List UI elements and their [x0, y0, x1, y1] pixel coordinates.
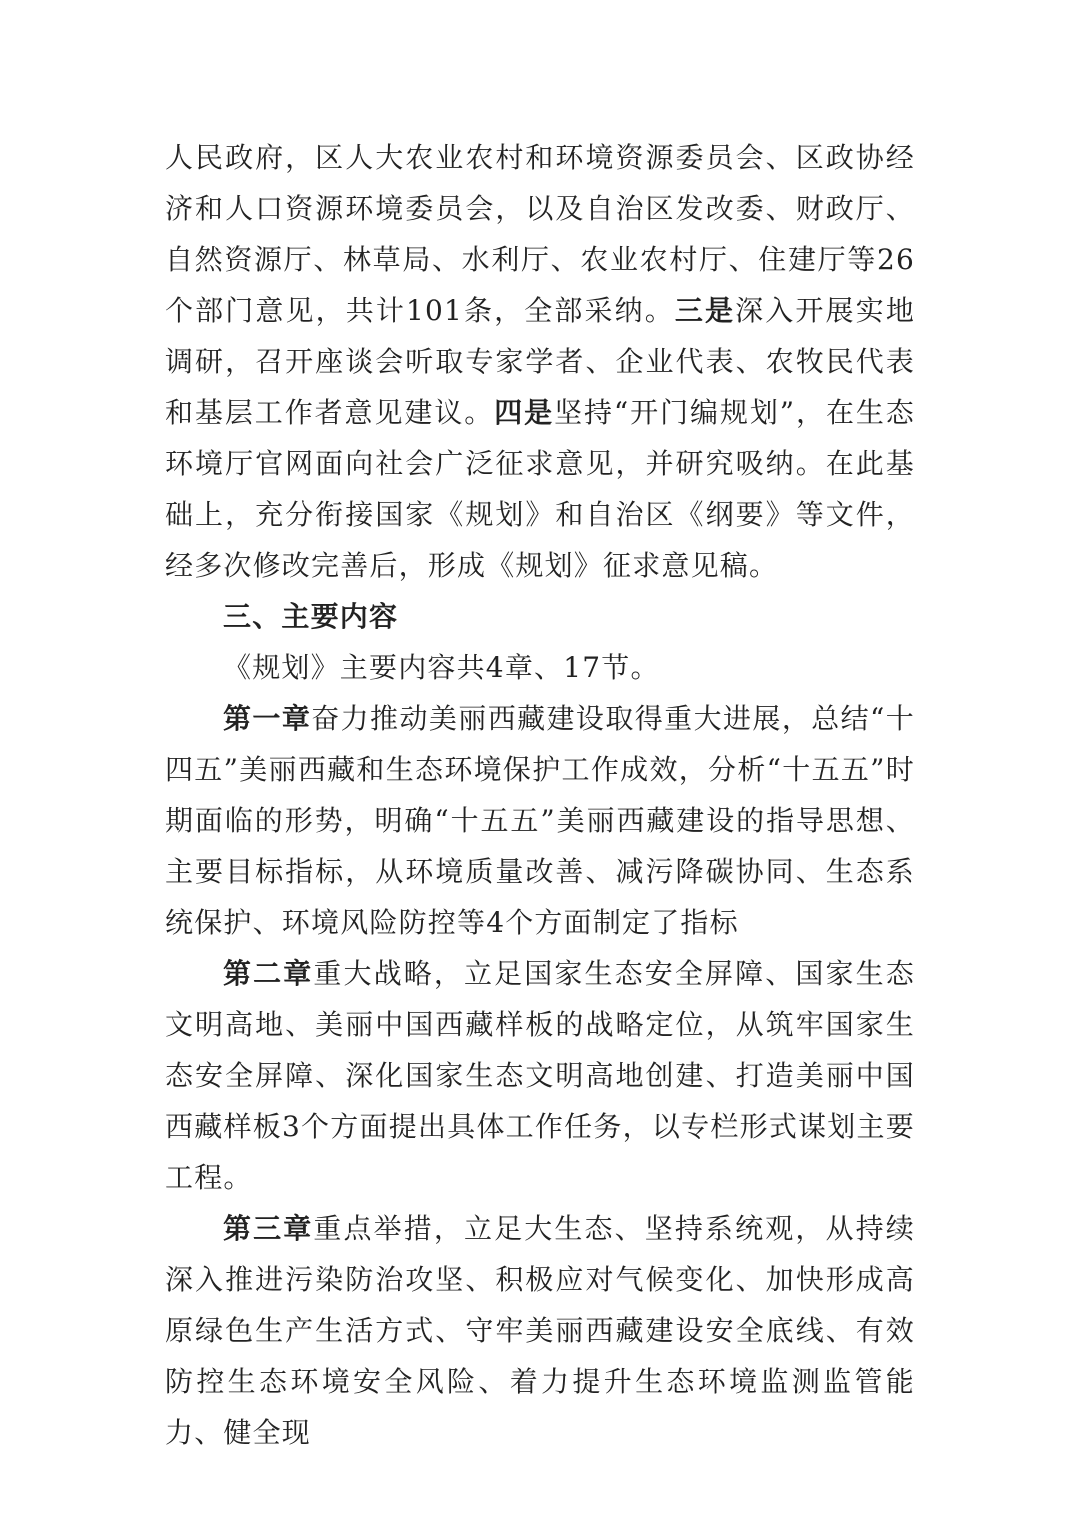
paragraph-summary: 《规划》主要内容共4章、17节。: [223, 651, 660, 684]
section-heading: 三、主要内容: [223, 600, 399, 633]
bold-marker-third: 三是: [674, 294, 736, 327]
chapter-label: 第三章: [223, 1212, 314, 1245]
paragraph-text: 奋力推动美丽西藏建设取得重大进展，总结“十四五”美丽西藏和生态环境保护工作成效，分析“十五五”时期面临的形势，明确“十五五”美丽西藏建设的指导思想、主要目标指标，从环境质量改善、减污降碳协同、生态系统保护、环境风险防控等4个方面制定了指标: [165, 702, 915, 939]
chapter-label: 第一章: [223, 702, 312, 735]
paragraph-chapter-two: [165, 948, 915, 1203]
bold-marker-fourth: 四是: [494, 396, 555, 429]
chapter-label: 第二章: [223, 957, 314, 990]
paragraph-chapter-three: [165, 1203, 915, 1458]
paragraph-consultation: [165, 132, 915, 591]
document-body: [165, 132, 915, 1458]
paragraph-text: 重大战略，立足国家生态安全屏障、国家生态文明高地、美丽中国西藏样板的战略定位，从筑牢国家生态安全屏障、深化国家生态文明高地创建、打造美丽中国西藏样板3个方面提出具体工作任务，以专栏形式谋划主要工程。: [165, 957, 915, 1194]
paragraph-text: 坚持“开门编规划”，在生态环境厅官网面向社会广泛征求意见，并研究吸纳。在此基础上，充分衔接国家《规划》和自治区《纲要》等文件，经多次修改完善后，形成《规划》征求意见稿。: [165, 396, 916, 582]
paragraph-text: 人民政府，区人大农业农村和环境资源委员会、区政协经济和人口资源环境委员会，以及自治区发改委、财政厅、自然资源厅、林草局、水利厅、农业农村厅、住建厅等26个部门意见，共计101条，全部采纳。: [165, 141, 915, 327]
paragraph-text: 重点举措，立足大生态、坚持系统观，从持续深入推进污染防治攻坚、积极应对气候变化、加快形成高原绿色生产生活方式、守牢美丽西藏建设安全底线、有效防控生态环境安全风险、着力提升生态环境监测监管能力、健全现: [165, 1212, 915, 1449]
paragraph-chapter-one: [165, 693, 915, 948]
paragraph-text: 深入开展实地调研，召开座谈会听取专家学者、企业代表、农牧民代表和基层工作者意见建议。: [165, 294, 916, 429]
